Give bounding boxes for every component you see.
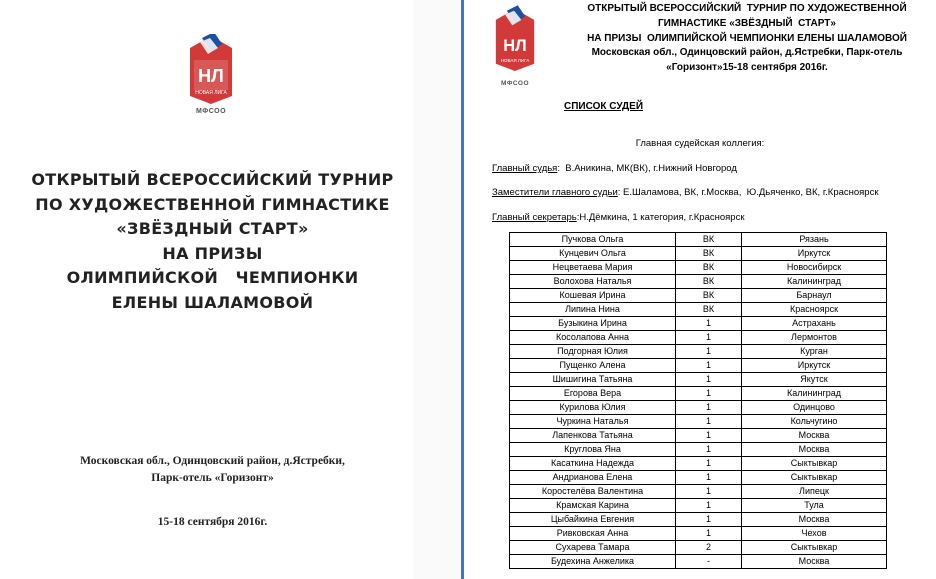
judge-city-cell: Тула bbox=[742, 499, 887, 513]
judge-city-cell: Сыктывкар bbox=[742, 471, 887, 485]
chief-judge-value: : В.Аникина, МК(ВК), г.Нижний Новгород bbox=[557, 163, 737, 174]
cover-title-line: ПО ХУДОЖЕСТВЕННОЙ ГИМНАСТИКЕ bbox=[35, 194, 390, 214]
judge-name-cell: Нецветаева Мария bbox=[510, 261, 676, 275]
logo-caption: МФСОО bbox=[500, 80, 530, 87]
secretary-label: Главный секретарь bbox=[492, 212, 577, 223]
table-row bbox=[510, 373, 887, 387]
logo-caption: МФСОО bbox=[195, 108, 227, 115]
table-row bbox=[510, 401, 887, 415]
judge-name-cell: Пущенко Алена bbox=[510, 359, 676, 373]
judge-city-cell: Рязань bbox=[742, 233, 887, 247]
judge-city-cell: Курган bbox=[742, 345, 887, 359]
table-row bbox=[510, 513, 887, 527]
judge-city-cell: Москва bbox=[742, 443, 887, 457]
judge-category-cell: 1 bbox=[676, 387, 742, 401]
judge-name-cell: Шишигина Татьяна bbox=[510, 373, 676, 387]
table-row bbox=[510, 289, 887, 303]
cover-title-line: ОЛИМПИЙСКОЙ ЧЕМПИОНКИ bbox=[66, 268, 359, 288]
table-row bbox=[510, 415, 887, 429]
judge-category-cell: 1 bbox=[676, 429, 742, 443]
judge-category-cell: 1 bbox=[676, 401, 742, 415]
secretary-value: :Н.Дёмкина, 1 категория, г.Красноярск bbox=[576, 212, 745, 223]
table-row bbox=[510, 275, 887, 289]
header-line: Московская обл., Одинцовский район, д.Ястребки, Парк-отель bbox=[591, 47, 903, 59]
judge-name-cell: Сухарева Тамара bbox=[510, 541, 676, 555]
judge-name-cell: Андрианова Елена bbox=[510, 471, 676, 485]
judge-name-cell: Егорова Вера bbox=[510, 387, 676, 401]
table-row bbox=[510, 331, 887, 345]
judge-name-cell: Липина Нина bbox=[510, 303, 676, 317]
league-logo bbox=[186, 34, 236, 115]
judge-category-cell: 1 bbox=[676, 513, 742, 527]
judge-category-cell: 1 bbox=[676, 415, 742, 429]
list-title: СПИСОК СУДЕЙ bbox=[564, 101, 644, 112]
judge-city-cell: Сыктывкар bbox=[742, 457, 887, 471]
logo-subtitle: НОВАЯ ЛИГА bbox=[500, 57, 530, 63]
judge-city-cell: Красноярск bbox=[742, 303, 887, 317]
judge-city-cell: Новосибирск bbox=[742, 261, 887, 275]
judge-name-cell: Кошевая Ирина bbox=[510, 289, 676, 303]
deputies-label: Заместители главного судьи bbox=[492, 187, 618, 198]
judge-category-cell: 1 bbox=[676, 443, 742, 457]
header-line: НА ПРИЗЫ ОЛИМПИЙСКОЙ ЧЕМПИОНКИ ЕЛЕНЫ ШАЛАМОВОЙ bbox=[587, 32, 907, 44]
header-line: ГИМНАСТИКЕ «ЗВЁЗДНЫЙ СТАРТ» bbox=[658, 17, 836, 29]
chief-judge-line bbox=[492, 163, 737, 174]
judge-name-cell: Коростелёва Валентина bbox=[510, 485, 676, 499]
judge-name-cell: Круглова Яна bbox=[510, 443, 676, 457]
judge-name-cell: Косолапова Анна bbox=[510, 331, 676, 345]
judge-category-cell: ВК bbox=[676, 289, 742, 303]
judge-name-cell: Крамская Карина bbox=[510, 499, 676, 513]
table-row bbox=[510, 429, 887, 443]
judge-city-cell: Москва bbox=[742, 513, 887, 527]
table-row bbox=[510, 527, 887, 541]
cover-title-line: НА ПРИЗЫ bbox=[162, 243, 263, 263]
secretary-line bbox=[492, 212, 744, 223]
judges-table-body bbox=[510, 233, 887, 569]
judge-category-cell: - bbox=[676, 555, 742, 569]
cover-page bbox=[0, 0, 413, 579]
judge-category-cell: 1 bbox=[676, 527, 742, 541]
judge-name-cell: Волохова Наталья bbox=[510, 275, 676, 289]
judge-name-cell: Ривковская Анна bbox=[510, 527, 676, 541]
judge-category-cell: 1 bbox=[676, 331, 742, 345]
judge-city-cell: Кольчугино bbox=[742, 415, 887, 429]
table-row bbox=[510, 345, 887, 359]
judge-city-cell: Одинцово bbox=[742, 401, 887, 415]
cover-title bbox=[20, 168, 405, 316]
judge-name-cell: Подгорная Юлия bbox=[510, 345, 676, 359]
league-logo-icon bbox=[494, 4, 536, 76]
table-row bbox=[510, 471, 887, 485]
header-line: ОТКРЫТЫЙ ВСЕРОССИЙСКИЙ ТУРНИР ПО ХУДОЖЕСТВЕННОЙ bbox=[587, 3, 907, 14]
judge-name-cell: Чуркина Наталья bbox=[510, 415, 676, 429]
judge-category-cell: 1 bbox=[676, 471, 742, 485]
table-row bbox=[510, 359, 887, 373]
judge-city-cell: Иркутск bbox=[742, 247, 887, 261]
logo-letters: НЛ bbox=[198, 66, 224, 86]
judge-category-cell: ВК bbox=[676, 275, 742, 289]
judge-category-cell: ВК bbox=[676, 303, 742, 317]
judge-category-cell: 1 bbox=[676, 499, 742, 513]
judge-category-cell: 1 bbox=[676, 345, 742, 359]
judges-page bbox=[464, 0, 936, 579]
judge-name-cell: Кунцевич Ольга bbox=[510, 247, 676, 261]
judge-city-cell: Лермонтов bbox=[742, 331, 887, 345]
page-gap bbox=[413, 0, 462, 579]
table-row bbox=[510, 443, 887, 457]
judge-category-cell: 2 bbox=[676, 541, 742, 555]
judge-city-cell: Москва bbox=[742, 555, 887, 569]
header-line: «Горизонт»15-18 сентября 2016г. bbox=[666, 62, 828, 74]
judge-city-cell: Чехов bbox=[742, 527, 887, 541]
judge-category-cell: 1 bbox=[676, 457, 742, 471]
judge-name-cell: Курилова Юлия bbox=[510, 401, 676, 415]
cover-dates: 15-18 сентября 2016г. bbox=[157, 516, 268, 528]
deputies-value: : Е.Шаламова, ВК, г.Москва, Ю.Дьяченко, ВК, г.Красноярск bbox=[617, 187, 879, 198]
table-row bbox=[510, 247, 887, 261]
judge-city-cell: Калининград bbox=[742, 275, 887, 289]
judge-city-cell: Сыктывкар bbox=[742, 541, 887, 555]
judge-city-cell: Якутск bbox=[742, 373, 887, 387]
judge-city-cell: Москва bbox=[742, 429, 887, 443]
judge-name-cell: Бузыкина Ирина bbox=[510, 317, 676, 331]
judge-name-cell: Будехина Анжелика bbox=[510, 555, 676, 569]
judge-city-cell: Барнаул bbox=[742, 289, 887, 303]
judge-category-cell: ВК bbox=[676, 233, 742, 247]
judge-category-cell: 1 bbox=[676, 485, 742, 499]
panel-title: Главная судейская коллегия: bbox=[635, 138, 765, 149]
table-row bbox=[510, 541, 887, 555]
judge-category-cell: ВК bbox=[676, 261, 742, 275]
judge-city-cell: Калининград bbox=[742, 387, 887, 401]
cover-title-line: ЕЛЕНЫ ШАЛАМОВОЙ bbox=[111, 292, 314, 312]
judge-category-cell: 1 bbox=[676, 359, 742, 373]
judge-name-cell: Пучкова Ольга bbox=[510, 233, 676, 247]
cover-venue-line: Парк-отель «Горизонт» bbox=[151, 472, 274, 484]
table-row bbox=[510, 317, 887, 331]
judge-name-cell: Касаткина Надежда bbox=[510, 457, 676, 471]
judge-city-cell: Липецк bbox=[742, 485, 887, 499]
table-row bbox=[510, 387, 887, 401]
judge-category-cell: 1 bbox=[676, 373, 742, 387]
judge-city-cell: Иркутск bbox=[742, 359, 887, 373]
judge-city-cell: Астрахань bbox=[742, 317, 887, 331]
table-row bbox=[510, 303, 887, 317]
judges-table bbox=[509, 232, 887, 569]
judge-name-cell: Лапенкова Татьяна bbox=[510, 429, 676, 443]
table-row bbox=[510, 233, 887, 247]
table-row bbox=[510, 457, 887, 471]
document-header bbox=[582, 2, 912, 76]
cover-title-line: «ЗВЁЗДНЫЙ СТАРТ» bbox=[116, 219, 309, 239]
cover-venue-line: Московская обл., Одинцовский район, д.Ястребки, bbox=[80, 455, 345, 467]
chief-judge-label: Главный судья bbox=[492, 163, 558, 174]
table-row bbox=[510, 485, 887, 499]
logo-letters: НЛ bbox=[503, 36, 527, 55]
judge-category-cell: 1 bbox=[676, 317, 742, 331]
judge-category-cell: ВК bbox=[676, 247, 742, 261]
cover-venue bbox=[40, 453, 385, 487]
league-logo-small bbox=[492, 4, 538, 87]
table-row bbox=[510, 499, 887, 513]
cover-title-line: ОТКРЫТЫЙ ВСЕРОССИЙСКИЙ ТУРНИР bbox=[31, 170, 394, 189]
judge-name-cell: Цыбайкина Евгения bbox=[510, 513, 676, 527]
league-logo-icon bbox=[188, 34, 234, 106]
logo-subtitle: НОВАЯ ЛИГА bbox=[195, 90, 227, 96]
table-row bbox=[510, 261, 887, 275]
table-row bbox=[510, 555, 887, 569]
deputies-line bbox=[492, 187, 879, 198]
